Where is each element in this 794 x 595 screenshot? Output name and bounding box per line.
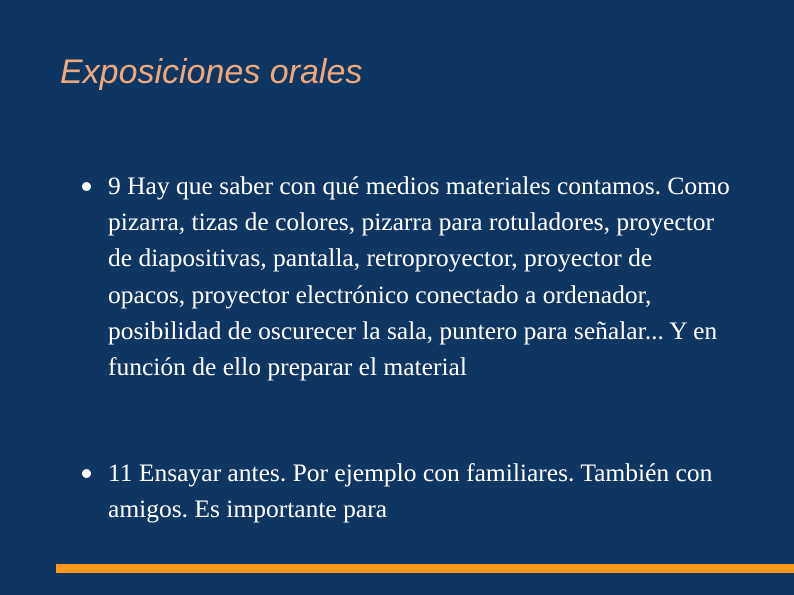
bullet-text: 11 Ensayar antes. Por ejemplo con familiares. También con amigos. Es importante para <box>108 458 713 524</box>
slide-title: Exposiciones orales <box>60 53 363 91</box>
bullet-text: 9 Hay que saber con qué medios materiales contamos. Como pizarra, tizas de colores, pizarra para rotuladores, proyector de diapositivas, pantalla, retroproyector, proyector de opacos, proyector electrónico conectado a ordenador, posibilidad de oscurecer la sala, puntero para señalar... Y en función de ello preparar el material <box>108 171 730 382</box>
bullet-item <box>80 455 730 527</box>
bullet-dot-icon <box>82 469 91 478</box>
accent-bar <box>56 564 794 573</box>
bullet-list <box>80 168 730 528</box>
bullet-item <box>80 168 730 385</box>
bullet-dot-icon <box>82 182 91 191</box>
